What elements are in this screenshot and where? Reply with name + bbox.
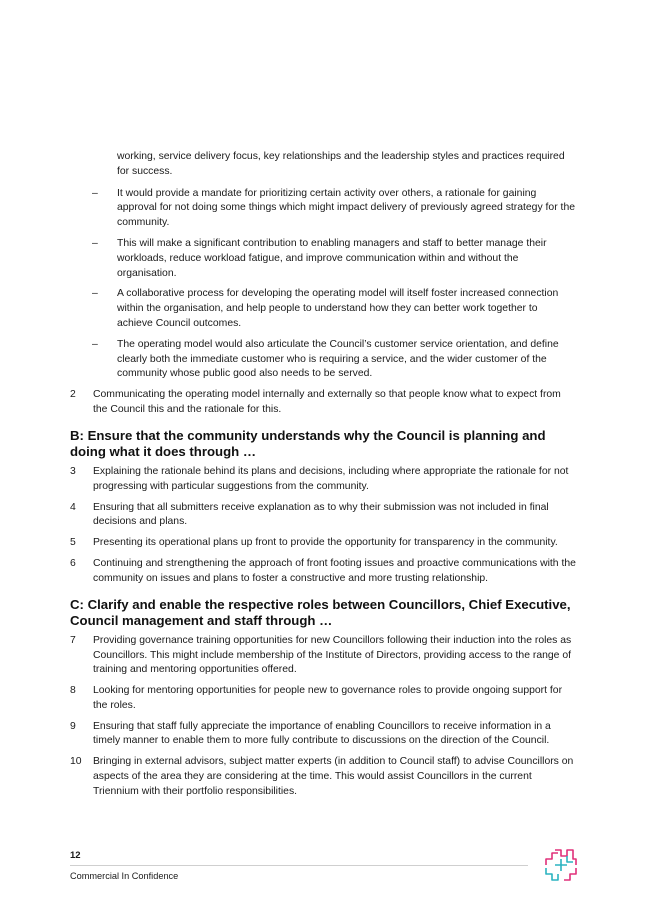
dash-marker: – xyxy=(92,338,98,350)
bullet-item xyxy=(70,237,576,281)
item-number: 5 xyxy=(70,537,76,549)
numbered-item xyxy=(70,755,576,799)
item-text: Providing governance training opportunities for new Councillors following their induction into the roles as Councillors. This might include membership of the Institute of Directors, providing access to the range of training and mentoring opportunities offered. xyxy=(93,634,572,676)
item-text: Presenting its operational plans up front to provide the opportunity for transparency in the community. xyxy=(93,537,558,549)
bullet-item xyxy=(70,287,576,331)
bullet-text: The operating model would also articulate the Council’s customer service orientation, and define clearly both the immediate customer who is requiring a service, and the wider customer of the community whose public good also needs to be served. xyxy=(117,338,559,380)
dash-marker: – xyxy=(92,187,98,199)
numbered-item xyxy=(70,720,576,750)
paragraph-continuation: working, service delivery focus, key relationships and the leadership styles and practices required for success. xyxy=(117,151,565,177)
item-number: 8 xyxy=(70,685,76,697)
footer-divider xyxy=(70,865,528,866)
numbered-item xyxy=(70,634,576,678)
numbered-item xyxy=(70,684,576,714)
numbered-item xyxy=(70,536,576,551)
bullet-text: This will make a significant contribution to enabling managers and staff to better manage their workloads, reduce workload fatigue, and improve communication within and without the organisation. xyxy=(117,237,547,279)
item-text: Looking for mentoring opportunities for people new to governance roles to provide ongoing support for the roles. xyxy=(93,685,563,711)
item-number: 3 xyxy=(70,465,76,477)
confidentiality-label: Commercial In Confidence xyxy=(70,871,179,881)
numbered-item xyxy=(70,465,576,495)
item-number: 7 xyxy=(70,634,76,646)
cross-knot-logo-icon xyxy=(543,847,579,883)
numbered-item xyxy=(70,557,576,587)
bullet-text: It would provide a mandate for prioritizing certain activity over others, a rationale for gaining approval for not doing some things which might impact delivery of previously agreed strategy for the community. xyxy=(117,187,575,229)
section-c-heading: C: Clarify and enable the respective roles between Councillors, Chief Executive, Council management and staff through … xyxy=(70,596,571,629)
item-number: 2 xyxy=(70,389,76,401)
bullet-item xyxy=(70,187,576,231)
numbered-item xyxy=(70,388,576,418)
numbered-item xyxy=(70,501,576,531)
dash-marker: – xyxy=(92,288,98,300)
bullet-text: A collaborative process for developing the operating model will itself foster increased connection within the organisation, and help people to understand how they can better work together to achieve Council outcomes. xyxy=(117,288,559,329)
item-number: 4 xyxy=(70,501,76,513)
item-text: Continuing and strengthening the approach of front footing issues and proactive communications with the community on issues and plans to foster a constructive and more trusting relationship. xyxy=(93,557,576,584)
item-text: Explaining the rationale behind its plans and decisions, including where appropriate the rationale for not progressing with particular suggestions from the community. xyxy=(93,465,569,492)
section-b-heading: B: Ensure that the community understands why the Council is planning and doing what it does through … xyxy=(70,427,546,460)
page-number: 12 xyxy=(70,850,81,861)
item-text: Ensuring that staff fully appreciate the importance of enabling Councillors to receive information in a timely manner to enable them to more fully contribute to discussions on the direction of the Council. xyxy=(93,720,551,747)
item-number: 10 xyxy=(70,756,82,768)
page-body xyxy=(70,150,576,806)
item-text: Communicating the operating model internally and externally so that people know what to expect from the Council this and the rationale for this. xyxy=(93,389,561,415)
bullet-item xyxy=(70,338,576,382)
item-text: Bringing in external advisors, subject matter experts (in addition to Council staff) to advise Councillors on aspects of the area they are considering at the time. This would assist Councillors in the current Triennium with their portfolio responsibilities. xyxy=(93,756,574,797)
dash-marker: – xyxy=(92,237,98,249)
item-text: Ensuring that all submitters receive explanation as to why their submission was not included in final decisions and plans. xyxy=(93,501,549,528)
item-number: 9 xyxy=(70,720,76,732)
item-number: 6 xyxy=(70,557,76,569)
